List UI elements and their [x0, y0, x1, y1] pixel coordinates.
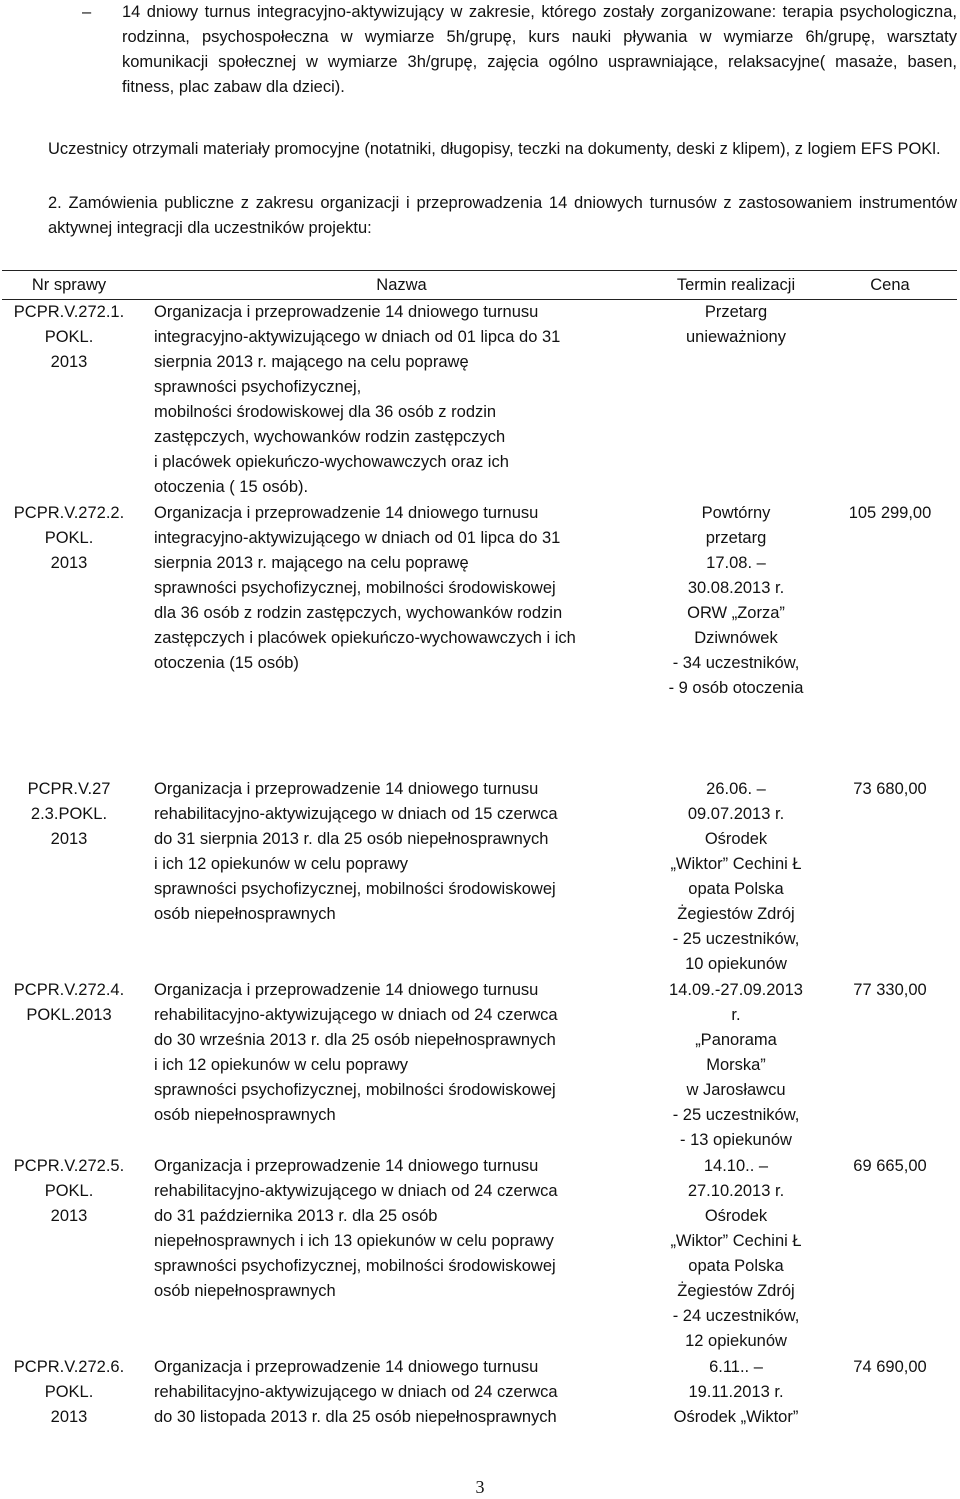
cell-termin: 14.09.-27.09.2013 r. „Panorama Morska” w Jarosławcu - 25 uczestników, - 13 opiekunów	[669, 981, 803, 1149]
header-nazwa: Nazwa	[376, 276, 427, 294]
cell-nazwa: Organizacja i przeprowadzenie 14 dniowego turnusu rehabilitacyjno-aktywizującego w dniach od 24 czerwca do 30 listopada 2013 r. dla 25 osób niepełnosprawnych	[154, 1358, 558, 1426]
participants-paragraph: Uczestnicy otrzymali materiały promocyjne (notatniki, długopisy, teczki na dokumenty, deski z klipem), z logiem EFS POKl.	[48, 140, 941, 158]
cell-termin: Przetarg unieważniony	[686, 303, 786, 346]
header-cena: Cena	[870, 276, 910, 294]
cell-nazwa: Organizacja i przeprowadzenie 14 dniowego turnusu integracyjno-aktywizującego w dniach od 01 lipca do 31 sierpnia 2013 r. mającego na celu poprawę sprawności psychofizycznej, mobilności środowiskowej dla 36 osób z rodzin zastępczych, wychowanków rodzin zastępczych i placówek opiekuńczo-wychowawczych oraz ich otoczenia ( 15 osób).	[154, 303, 561, 496]
cell-nr: PCPR.V.272.4. POKL.2013	[13, 981, 125, 1024]
section-2-paragraph: 2. Zamówienia publiczne z zakresu organizacji i przeprowadzenia 14 dniowych turnusów z zastosowaniem instrumentów aktywnej integracji dla uczestników projektu:	[48, 194, 957, 237]
cell-nazwa: Organizacja i przeprowadzenie 14 dniowego turnusu rehabilitacyjno-aktywizującego w dniach od 24 czerwca do 30 września 2013 r. dla 25 osób niepełnosprawnych i ich 12 opiekunów w celu poprawy sprawności psychofizycznej, mobilności środowiskowej osób niepełnosprawnych	[154, 981, 558, 1124]
bullet-dash: –	[82, 3, 92, 21]
cell-nr: PCPR.V.272.6. POKL. 2013	[13, 1358, 125, 1426]
page-number: 3	[475, 1477, 485, 1497]
cell-cena: 77 330,00	[853, 981, 927, 999]
cell-termin: 26.06. – 09.07.2013 r. Ośrodek „Wiktor” Cechini Ł opata Polska Żegiestów Zdrój - 25 uczestników, 10 opiekunów	[670, 780, 802, 973]
header-termin: Termin realizacji	[676, 276, 796, 294]
cell-nazwa: Organizacja i przeprowadzenie 14 dniowego turnusu integracyjno-aktywizującego w dniach od 01 lipca do 31 sierpnia 2013 r. mającego na celu poprawę sprawności psychofizycznej, mobilności środowiskowej dla 36 osób z rodzin zastępczych, wychowanków rodzin zastępczych i placówek opiekuńczo-wychowawczych i ich otoczenia (15 osób)	[154, 504, 576, 672]
cell-termin: 14.10.. – 27.10.2013 r. Ośrodek „Wiktor” Cechini Ł opata Polska Żegiestów Zdrój - 24 uczestników, 12 opiekunów	[670, 1157, 802, 1350]
cell-nr: PCPR.V.27 2.3.POKL. 2013	[27, 780, 111, 848]
cell-cena: 105 299,00	[848, 504, 932, 522]
table-top-rule	[2, 270, 957, 271]
cell-nazwa: Organizacja i przeprowadzenie 14 dniowego turnusu rehabilitacyjno-aktywizującego w dniach od 24 czerwca do 31 października 2013 r. dla 25 osób niepełnosprawnych i ich 13 opiekunów w celu poprawy sprawności psychofizycznej, mobilności środowiskowej osób niepełnosprawnych	[154, 1157, 558, 1300]
cell-nr: PCPR.V.272.1. POKL. 2013	[13, 303, 125, 371]
cell-cena: 74 690,00	[853, 1358, 927, 1376]
cell-nazwa: Organizacja i przeprowadzenie 14 dniowego turnusu rehabilitacyjno-aktywizującego w dniach od 15 czerwca do 31 sierpnia 2013 r. dla 25 osób niepełnosprawnych i ich 12 opiekunów w celu poprawy sprawności psychofizycznej, mobilności środowiskowej osób niepełnosprawnych	[154, 780, 558, 923]
bullet-paragraph: 14 dniowy turnus integracyjno-aktywizujący w zakresie, którego zostały zorganizowane: terapia psychologiczna, rodzinna, psychospołeczna w wymiarze 5h/grupę, kurs nauki pływania w wymiarze 6h/grupę, warsztaty komunikacji społecznej w wymiarze 3h/grupę, zajęcia ogólno usprawniające, relaksacyjne( masaże, basen, fitness, plac zabaw dla dzieci).	[122, 3, 957, 96]
cell-termin: Powtórny przetarg 17.08. – 30.08.2013 r. ORW „Zorza” Dziwnówek - 34 uczestników, - 9 osób otoczenia	[668, 504, 804, 697]
cell-cena: 73 680,00	[853, 780, 927, 798]
cell-nr: PCPR.V.272.2. POKL. 2013	[13, 504, 125, 572]
cell-termin: 6.11.. – 19.11.2013 r. Ośrodek „Wiktor”	[673, 1358, 799, 1426]
cell-nr: PCPR.V.272.5. POKL. 2013	[13, 1157, 125, 1225]
cell-cena: 69 665,00	[853, 1157, 927, 1175]
header-nr-sprawy: Nr sprawy	[31, 276, 107, 294]
